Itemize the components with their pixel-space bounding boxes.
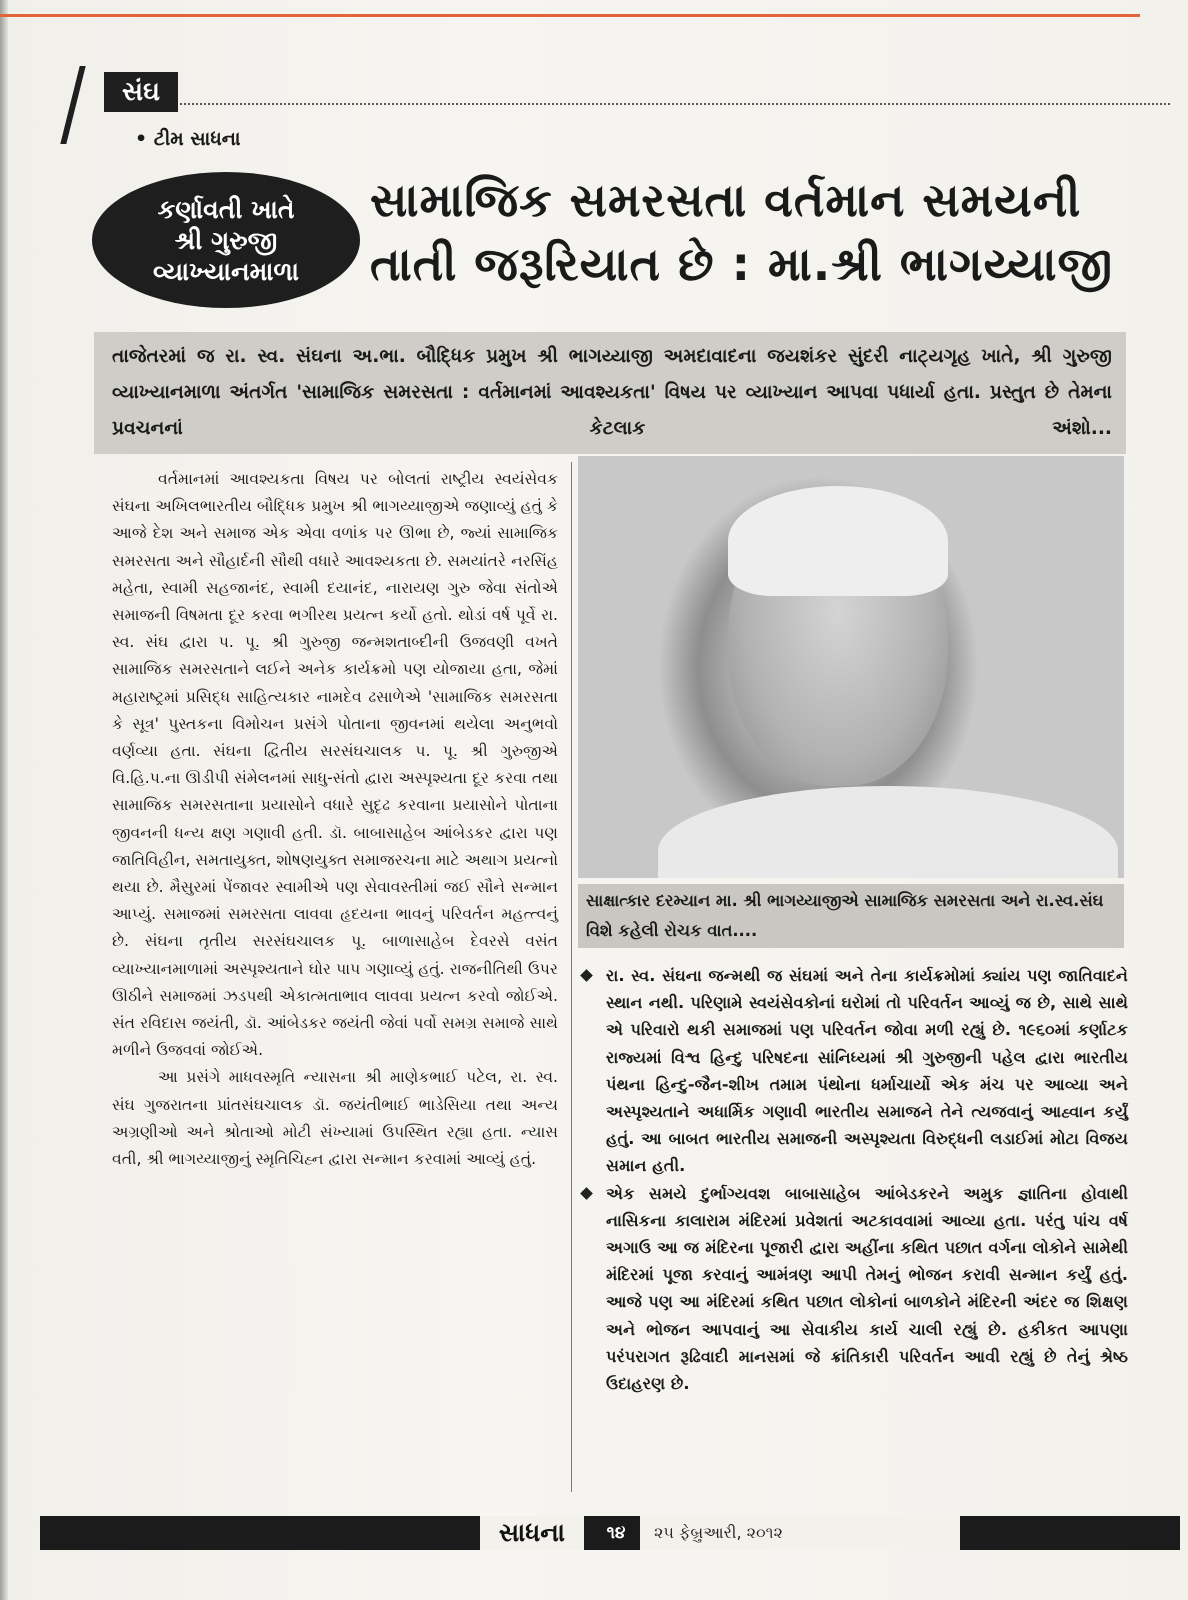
photo-hair <box>728 486 948 596</box>
badge-line-1: કર્ણાવતી ખાતે <box>157 195 295 224</box>
article-headline <box>370 168 1150 296</box>
photo-caption: સાક્ષાત્કાર દરમ્યાન મા. શ્રી ભાગય્યાજીએ સામાજિક સમરસતા અને રા.સ્વ.સંઘ વિશે કહેલી રોચક વાત.... <box>586 891 1104 940</box>
bullet-text: રા. સ્વ. સંઘના જન્મથી જ સંઘમાં અને તેના કાર્યક્રમોમાં ક્યાંય પણ જાતિવાદને સ્થાન નથી. પરિણામે સ્વયંસેવકોનાં ઘરોમાં તો પરિવર્તન આવ્યું જ છે, સાથે સાથે એ પરિવારો થકી સમાજમાં પણ પરિવર્તન જોવા મળી રહ્યું છે. ૧૯૬૦માં કર્ણાટક રાજ્યમાં વિશ્વ હિન્દુ પરિષદના સાંનિધ્યમાં શ્રી ગુરુજીની પહેલ દ્વારા ભારતીય પંથના હિન્દુ-જૈન-શીખ તમામ પંથોના ધર્માચાર્યો એક મંચ પર આવ્યા અને અસ્પૃશ્યતાને અધાર્મિક ગણાવી ભારતીય સમાજને તેને ત્યજવાનું આહ્વાન કર્યું હતું. આ બાબત ભારતીય સમાજની અસ્પૃશ્યતા વિરુદ્ધની લડાઈમાં મોટા વિજય સમાન હતી. <box>606 966 1128 1176</box>
byline: • ટીમ સાધના <box>135 128 241 150</box>
bullet-list <box>580 962 1128 1397</box>
issue-date: ૨૫ ફેબ્રુઆરી, ૨૦૧૨ <box>640 1516 960 1550</box>
bullet-text: એક સમયે દુર્ભાગ્યવશ બાબાસાહેબ આંબેડકરને અમુક જ્ઞાતિના હોવાથી નાસિકના કાલારામ મંદિરમાં પ્રવેશતાં અટકાવવામાં આવ્યા હતા. પરંતુ પાંચ વર્ષ અગાઉ આ જ મંદિરના પૂજારી દ્વારા અહીંના કથિત પછાત વર્ગના લોકોને સામેથી મંદિરમાં પૂજા કરવાનું આમંત્રણ આપી તેમનું ભોજન કરાવી સન્માન કર્યું હતું. આજે પણ આ મંદિરમાં કથિત પછાત લોકોનાં બાળકોને મંદિરની અંદર જ શિક્ષણ અને ભોજન આપવાનું આ સેવાકીય કાર્ય ચાલી રહ્યું છે. હકીકત આપણા પરંપરાગત રૂઢિવાદી માનસમાં જે ક્રાંતિકારી પરિવર્તન આવી રહ્યું છે તેનું શ્રેષ્ઠ ઉદાહરણ છે. <box>606 1183 1128 1394</box>
bullet-item <box>580 1180 1128 1398</box>
bullet-item <box>580 962 1128 1180</box>
body-paragraph-1: વર્તમાનમાં આવશ્યકતા વિષય પર બોલતાં રાષ્ટ્રીય સ્વયંસેવક સંઘના અખિલભારતીય બૌદ્ધિક પ્રમુખ શ્રી ભાગય્યાજીએ જણાવ્યું હતું કે આજે દેશ અને સમાજ એક એવા વળાંક પર ઊભા છે, જ્યાં સામાજિક સમરસતા અને સૌહાર્દની સૌથી વધારે આવશ્યકતા છે. સમયાંતરે નરસિંહ મહેતા, સ્વામી સહજાનંદ, સ્વામી દયાનંદ, નારાયણ ગુરુ જેવા સંતોએ સમાજની વિષમતા દૂર કરવા ભગીરથ પ્રયત્ન કર્યો હતો. થોડાં વર્ષ પૂર્વે રા. સ્વ. સંઘ દ્વારા પ. પૂ. શ્રી ગુરુજી જન્મશતાબ્દીની ઉજવણી વખતે સામાજિક સમરસતાને લઈને અનેક કાર્યક્રમો પણ યોજાયા હતા, જેમાં મહારાષ્ટ્રમાં પ્રસિદ્ધ સાહિત્યકાર નામદેવ ઢસાળેએ 'સામાજિક સમરસતા કે સૂત્ર' પુસ્તકના વિમોચન પ્રસંગે પોતાના જીવનમાં થયેલા અનુભવો વર્ણવ્યા હતા. સંઘના દ્વિતીય સરસંઘચાલક પ. પૂ. શ્રી ગુરુજીએ વિ.હિ.પ.ના ઊડીપી સંમેલનમાં સાધુ-સંતો દ્વારા અસ્પૃશ્યતા દૂર કરવા તથા સામાજિક સમરસતાના પ્રયાસોને વધારે સુદૃઢ કરવાના પ્રયાસોને પોતાના જીવનની ધન્ય ક્ષણ ગણાવી હતી. ડૉ. બાબાસાહેબ આંબેડકર દ્વારા પણ જાતિવિહીન, સમતાયુક્ત, શોષણયુક્ત સમાજરચના માટે અથાગ પ્રયત્નો થયા છે. મૈસુરમાં પેંજાવર સ્વામીએ પણ સેવાવસ્તીમાં જઈ સૌને સન્માન આપ્યું. સમાજમાં સમરસતા લાવવા હૃદયના ભાવનું પરિવર્તન મહત્ત્વનું છે. સંઘના તૃતીય સરસંઘચાલક પૂ. બાળાસાહેબ દેવરસે વસંત વ્યાખ્યાનમાળામાં અસ્પૃશ્યતાને ઘોર પાપ ગણાવ્યું હતું. રાજનીતિથી ઉપર ઊઠીને સમાજમાં ઝડપથી એકાત્મતાભાવ લાવવા પ્રયત્ન કરવો જોઈએ. સંત રવિદાસ જયંતી, ડૉ. આંબેડકર જયંતી જેવાં પર્વો સમગ્ર સમાજે સાથે મળીને ઉજવવાં જોઈએ. <box>112 470 558 1060</box>
headline-line-1: સામાજિક સમરસતા વર્તમાન સમયની <box>370 173 1082 227</box>
diamond-bullet-icon <box>580 1187 593 1200</box>
body-paragraph-2: આ પ્રસંગે માધવસ્મૃતિ ન્યાસના શ્રી માણેકભાઈ પટેલ, રા. સ્વ. સંઘ ગુજરાતના પ્રાંતસંઘચાલક ડૉ. જયંતીભાઈ ભાડેસિયા તથા અન્ય અગ્રણીઓ અને શ્રોતાઓ મોટી સંખ્યામાં ઉપસ્થિત રહ્યા હતા. ન્યાસ વતી, શ્રી ભાગય્યાજીનું સ્મૃતિચિહ્ન દ્વારા સન્માન કરવામાં આવ્યું હતું. <box>112 1068 558 1169</box>
footer-logo: સાધના <box>480 1516 584 1550</box>
section-tag: સંઘ <box>104 72 178 112</box>
article-body-column <box>112 466 558 1173</box>
portrait-photo <box>578 456 1124 878</box>
diamond-bullet-icon <box>580 969 593 982</box>
dotted-rule <box>180 103 1170 105</box>
badge-line-3: વ્યાખ્યાનમાળા <box>152 257 299 286</box>
lecture-series-badge <box>92 172 360 308</box>
top-rule <box>0 14 1140 17</box>
column-divider <box>571 462 572 1492</box>
page-number: ૧૪ <box>606 1523 626 1543</box>
page-binding-edge <box>0 0 8 1600</box>
badge-line-2: શ્રી ગુરુજી <box>174 226 278 255</box>
photo-shirt <box>658 786 1118 878</box>
headline-line-2: તાતી જરૂરિયાત છે : મા.શ્રી ભાગય્યાજી <box>370 237 1114 291</box>
article-intro: તાજેતરમાં જ રા. સ્વ. સંઘના અ.ભા. બૌદ્ધિક પ્રમુખ શ્રી ભાગય્યાજી અમદાવાદના જયશંકર સુંદરી નાટ્યગૃહ ખાતે, શ્રી ગુરુજી વ્યાખ્યાનમાળા અંતર્ગત 'સામાજિક સમરસતા : વર્તમાનમાં આવશ્યકતા' વિષય પર વ્યાખ્યાન આપવા પધાર્યા હતા. પ્રસ્તુત છે તેમના પ્રવચનનાં કેટલાક અંશો... <box>112 346 1112 439</box>
section-slash <box>60 66 85 144</box>
